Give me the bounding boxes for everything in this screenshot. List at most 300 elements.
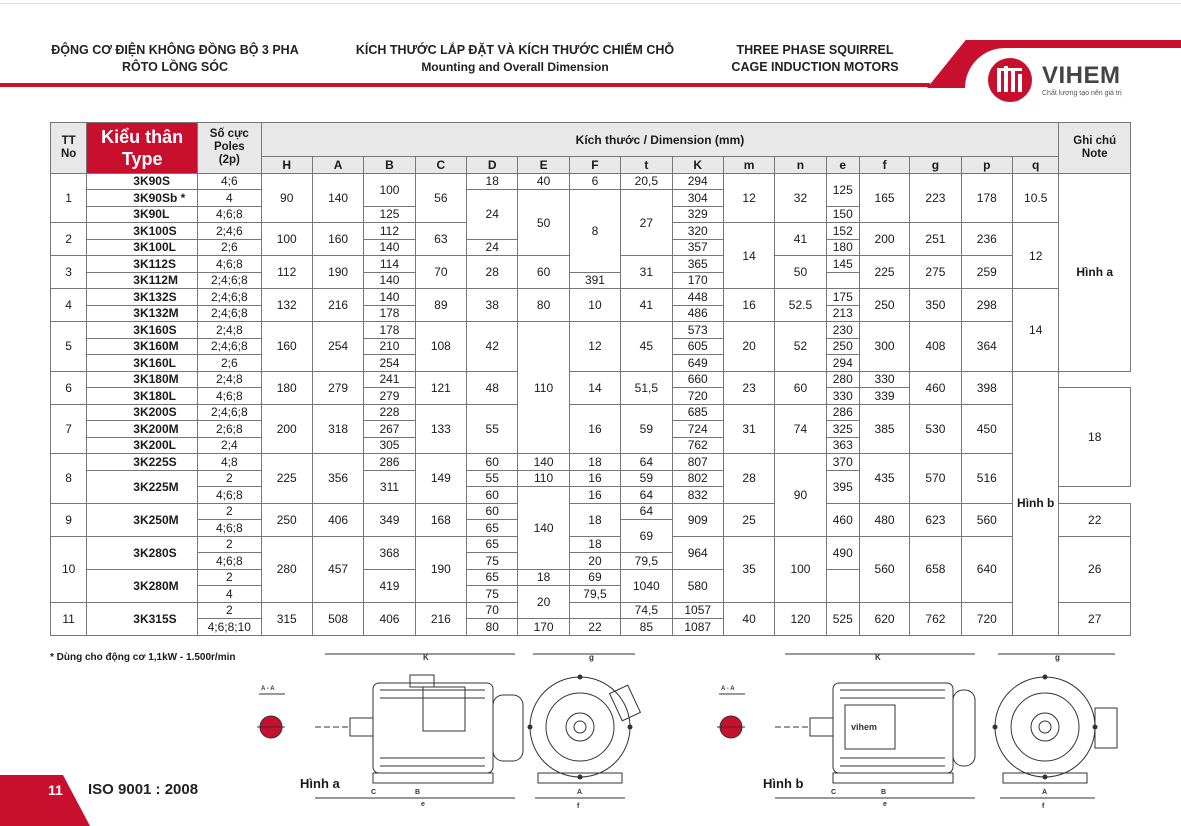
header-poles: Số cực Poles (2p): [198, 123, 261, 174]
table-cell: 406: [312, 503, 363, 536]
table-cell: 448: [672, 289, 723, 306]
table-cell: 329: [672, 206, 723, 223]
table-cell: 490: [826, 536, 859, 569]
table-cell: 4;8: [198, 454, 261, 471]
table-cell: 32: [775, 173, 826, 223]
table-cell: 560: [961, 503, 1012, 536]
note-hinh-b: Hình b: [1013, 371, 1059, 635]
table-cell: 4: [198, 586, 261, 603]
table-cell: 3K250M: [87, 503, 198, 536]
table-cell: 762: [672, 437, 723, 454]
table-cell: 300: [859, 322, 909, 372]
col-F: F: [569, 157, 620, 174]
header-no: TT No: [51, 123, 87, 174]
table-cell: 330: [826, 388, 859, 405]
table-cell: 315: [261, 602, 312, 635]
table-cell: 110: [518, 470, 569, 487]
table-cell: 12: [569, 322, 620, 372]
table-cell: 385: [859, 404, 909, 454]
table-cell: 4;6;8: [198, 206, 261, 223]
col-B: B: [364, 157, 415, 174]
table-cell: 69: [621, 520, 672, 553]
table-cell: 24: [467, 190, 518, 240]
table-cell: 391: [569, 272, 620, 289]
table-cell: 11: [51, 602, 87, 635]
table-cell: 27: [621, 190, 672, 256]
table-cell: 80: [518, 289, 569, 322]
table-cell: 3K160S: [87, 322, 198, 339]
table-row: [51, 289, 1131, 306]
table-row: [51, 371, 1131, 388]
table-cell: 75: [467, 586, 518, 603]
table-cell: 807: [672, 454, 723, 471]
table-cell: 3K90L: [87, 206, 198, 223]
table-cell: 2: [198, 536, 261, 553]
table-cell: 18: [518, 569, 569, 586]
table-cell: 2;4;6;8: [198, 305, 261, 322]
table-cell: 1087: [672, 619, 723, 636]
table-cell: 2;6;8: [198, 421, 261, 438]
table-cell: 16: [723, 289, 774, 322]
table-cell: 9: [51, 503, 87, 536]
table-cell: 48: [467, 371, 518, 404]
table-cell: 63: [415, 223, 466, 256]
table-cell: 12: [723, 173, 774, 223]
table-cell: 200: [859, 223, 909, 256]
header-note: Ghi chú Note: [1059, 123, 1131, 174]
table-cell: 100: [775, 536, 826, 602]
table-cell: 14: [723, 223, 774, 289]
table-cell: 18: [467, 173, 518, 190]
table-cell: 178: [364, 305, 415, 322]
table-row: [51, 536, 1131, 553]
table-cell: 160: [312, 223, 363, 256]
col-K: K: [672, 157, 723, 174]
table-cell: 4;6;8: [198, 553, 261, 570]
header-center: [345, 42, 685, 76]
table-cell: 16: [569, 470, 620, 487]
table-cell: 318: [312, 404, 363, 454]
table-cell: 12: [1013, 223, 1059, 289]
header-center-line1: KÍCH THƯỚC LẮP ĐẶT VÀ KÍCH THƯỚC CHIẾM CHỖ: [355, 43, 675, 57]
table-row: [51, 503, 1131, 520]
dim-label-A-b: A: [1042, 789, 1048, 796]
table-cell: 2;6: [198, 355, 261, 372]
table-cell: 80: [467, 619, 518, 636]
table-cell: 3K225S: [87, 454, 198, 471]
table-cell: 225: [859, 256, 909, 289]
table-cell: 165: [859, 173, 909, 223]
table-cell: 279: [364, 388, 415, 405]
table-cell: 140: [364, 289, 415, 306]
table-cell: 457: [312, 536, 363, 602]
table-cell: 339: [859, 388, 909, 405]
table-cell: 52.5: [775, 289, 826, 322]
table-cell: 10: [51, 536, 87, 602]
table-cell: 408: [910, 322, 961, 372]
table-cell: 802: [672, 470, 723, 487]
header-red-line: [0, 83, 930, 87]
table-cell: 395: [826, 470, 859, 503]
table-cell: 3K112M: [87, 272, 198, 289]
table-cell: 236: [961, 223, 1012, 256]
table-cell: 114: [364, 256, 415, 273]
table-cell: 28: [467, 256, 518, 289]
table-cell: 74: [775, 404, 826, 454]
top-rule: [0, 3, 1181, 4]
table-cell: 1040: [621, 569, 672, 602]
figure-label-a: Hình a: [300, 776, 340, 791]
table-cell: 10.5: [1013, 173, 1059, 223]
dim-label-K-b: K: [875, 653, 881, 662]
table-cell: 3K200M: [87, 421, 198, 438]
table-cell: 3K112S: [87, 256, 198, 273]
dim-label-f-b: f: [1042, 803, 1045, 810]
dim-label-e: e: [421, 801, 425, 808]
table-cell: 286: [364, 454, 415, 471]
table-cell: 140: [364, 272, 415, 289]
col-E: E: [518, 157, 569, 174]
table-cell: 2;4: [198, 437, 261, 454]
table-cell: 25: [723, 503, 774, 536]
table-cell: 7: [51, 404, 87, 454]
dimension-table: [50, 122, 1131, 636]
table-cell: [569, 602, 620, 619]
figure-label-b: Hình b: [763, 776, 804, 791]
table-row: [51, 454, 1131, 471]
table-cell: 3K225M: [87, 470, 198, 503]
table-cell: 56: [415, 173, 466, 223]
table-cell: 180: [826, 239, 859, 256]
table-cell: 311: [364, 470, 415, 503]
table-cell: 70: [467, 602, 518, 619]
table-cell: 2;4;6: [198, 223, 261, 240]
table-cell: 20,5: [621, 173, 672, 190]
col-t: t: [621, 157, 672, 174]
table-cell: 10: [569, 289, 620, 322]
table-cell: 254: [312, 322, 363, 372]
note-hinh-a: Hình a: [1059, 173, 1131, 371]
table-cell: 40: [723, 602, 774, 635]
table-cell: 79,5: [621, 553, 672, 570]
dim-label-B-b: B: [881, 789, 887, 796]
table-cell: 3K200S: [87, 404, 198, 421]
table-cell: 2;6: [198, 239, 261, 256]
table-cell: 368: [364, 536, 415, 569]
table-cell: 8: [569, 190, 620, 273]
table-cell: 3K180M: [87, 371, 198, 388]
table-cell: 3K180L: [87, 388, 198, 405]
col-n: n: [775, 157, 826, 174]
table-cell: 530: [910, 404, 961, 454]
table-cell: 18: [569, 454, 620, 471]
table-cell: 6: [569, 173, 620, 190]
table-cell: 14: [569, 371, 620, 404]
table-cell: 125: [364, 206, 415, 223]
table-row: [51, 404, 1131, 421]
table-cell: 605: [672, 338, 723, 355]
table-cell: 2;4;8: [198, 322, 261, 339]
table-cell: 20: [569, 553, 620, 570]
table-cell: 560: [859, 536, 909, 602]
table-cell: 5: [51, 322, 87, 372]
table-cell: 720: [961, 602, 1012, 635]
table-cell: 685: [672, 404, 723, 421]
table-cell: 41: [621, 289, 672, 322]
drawing-hinh-a: [255, 650, 665, 810]
dim-label-C-b: C: [831, 789, 837, 796]
table-cell: 450: [961, 404, 1012, 454]
table-cell: 225: [261, 454, 312, 504]
dim-label-g: g: [589, 653, 594, 662]
table-cell: 110: [518, 322, 569, 454]
table-cell: 2: [198, 569, 261, 586]
table-cell: 18: [1059, 388, 1131, 487]
table-cell: 20: [723, 322, 774, 372]
table-cell: 121: [415, 371, 466, 404]
table-cell: 250: [859, 289, 909, 322]
table-cell: 4;6;8: [198, 487, 261, 504]
table-cell: 213: [826, 305, 859, 322]
table-cell: 190: [415, 536, 466, 602]
table-cell: 3K132M: [87, 305, 198, 322]
table-cell: 112: [364, 223, 415, 240]
table-cell: 27: [1059, 602, 1131, 635]
table-cell: 55: [467, 470, 518, 487]
table-cell: 100: [261, 223, 312, 256]
table-cell: 305: [364, 437, 415, 454]
table-cell: 90: [775, 454, 826, 537]
table-row: [51, 173, 1131, 190]
table-cell: 720: [672, 388, 723, 405]
table-cell: 65: [467, 520, 518, 537]
header-left: [40, 42, 310, 76]
table-cell: 286: [826, 404, 859, 421]
table-cell: 50: [775, 256, 826, 289]
dim-label-AA-b: A - A: [721, 686, 735, 692]
table-cell: 406: [364, 602, 415, 635]
table-cell: 3K200L: [87, 437, 198, 454]
table-cell: 280: [826, 371, 859, 388]
table-cell: 640: [961, 536, 1012, 602]
table-cell: 140: [312, 173, 363, 223]
table-cell: 52: [775, 322, 826, 372]
table-cell: 460: [910, 371, 961, 404]
col-f: f: [859, 157, 909, 174]
table-cell: 398: [961, 371, 1012, 404]
table-cell: 85: [621, 619, 672, 636]
table-cell: 170: [672, 272, 723, 289]
table-cell: 16: [569, 487, 620, 504]
table-cell: 2: [51, 223, 87, 256]
table-cell: 4: [51, 289, 87, 322]
table-cell: 365: [672, 256, 723, 273]
table-cell: 304: [672, 190, 723, 207]
table-cell: 120: [775, 602, 826, 635]
table-cell: 4: [198, 190, 261, 207]
iso-certification: ISO 9001 : 2008: [88, 781, 199, 798]
table-cell: 370: [826, 454, 859, 471]
dim-label-A: A: [577, 789, 583, 796]
header-left-line2: RÔTO LỒNG SÓC: [121, 60, 229, 74]
table-cell: 59: [621, 404, 672, 454]
table-cell: 79,5: [569, 586, 620, 603]
dim-label-B: B: [415, 789, 421, 796]
table-cell: 149: [415, 454, 466, 504]
table-cell: 108: [415, 322, 466, 372]
col-g: g: [910, 157, 961, 174]
table-cell: 178: [961, 173, 1012, 223]
table-cell: 160: [261, 322, 312, 372]
table-cell: 573: [672, 322, 723, 339]
drawing-hinh-b: [715, 650, 1135, 810]
col-m: m: [723, 157, 774, 174]
header-right-line1: THREE PHASE SQUIRREL: [736, 43, 894, 57]
table-cell: 132: [261, 289, 312, 322]
table-cell: 4;6;8: [198, 388, 261, 405]
header-center-line2: Mounting and Overall Dimension: [421, 60, 609, 74]
table-cell: 26: [1059, 536, 1131, 602]
header-left-line1: ĐỘNG CƠ ĐIỆN KHÔNG ĐỒNG BỘ 3 PHA: [51, 43, 299, 57]
table-cell: 580: [672, 569, 723, 602]
col-C: C: [415, 157, 466, 174]
table-cell: 2;4;6;8: [198, 338, 261, 355]
table-cell: 18: [569, 503, 620, 536]
table-cell: 267: [364, 421, 415, 438]
table-header-row: [51, 123, 1131, 157]
table-cell: 298: [961, 289, 1012, 322]
table-cell: 419: [364, 569, 415, 602]
header-dimension: Kích thước / Dimension (mm): [261, 123, 1059, 157]
table-cell: 250: [261, 503, 312, 536]
table-cell: 3K100L: [87, 239, 198, 256]
col-p: p: [961, 157, 1012, 174]
table-cell: 64: [621, 503, 672, 520]
table-cell: 16: [569, 404, 620, 454]
col-q: q: [1013, 157, 1059, 174]
page-number: 11: [48, 782, 63, 798]
table-cell: 35: [723, 536, 774, 602]
table-cell: 325: [826, 421, 859, 438]
table-cell: 964: [672, 536, 723, 569]
table-cell: 8: [51, 454, 87, 504]
table-cell: 59: [621, 470, 672, 487]
table-cell: 51,5: [621, 371, 672, 404]
table-cell: 152: [826, 223, 859, 240]
table-cell: 2: [198, 470, 261, 487]
table-cell: 570: [910, 454, 961, 504]
table-cell: 170: [518, 619, 569, 636]
table-cell: 60: [467, 487, 518, 504]
table-cell: 363: [826, 437, 859, 454]
table-cell: 140: [518, 454, 569, 471]
table-cell: 133: [415, 404, 466, 454]
table-cell: 38: [467, 289, 518, 322]
table-cell: 909: [672, 503, 723, 536]
header-type: Kiểu thân Type: [87, 123, 198, 174]
table-cell: 4;6;8: [198, 256, 261, 273]
table-cell: 4;6: [198, 173, 261, 190]
table-cell: 89: [415, 289, 466, 322]
table-cell: 364: [961, 322, 1012, 372]
table-cell: 2: [198, 602, 261, 619]
col-e: e: [826, 157, 859, 174]
table-cell: 112: [261, 256, 312, 289]
table-cell: 175: [826, 289, 859, 306]
table-row: [51, 322, 1131, 339]
table-cell: 50: [518, 190, 569, 256]
table-cell: 3K280S: [87, 536, 198, 569]
table-cell: 60: [467, 503, 518, 520]
table-cell: 4;6;8: [198, 520, 261, 537]
table-cell: 658: [910, 536, 961, 602]
table-cell: 762: [910, 602, 961, 635]
dim-label-AA: A - A: [261, 686, 275, 692]
footer-red-tab: [0, 775, 90, 826]
table-cell: 14: [1013, 289, 1059, 372]
table-cell: 2;4;6;8: [198, 289, 261, 306]
table-cell: 2;4;8: [198, 371, 261, 388]
table-cell: 294: [826, 355, 859, 372]
table-cell: 64: [621, 487, 672, 504]
table-cell: 486: [672, 305, 723, 322]
table-cell: 356: [312, 454, 363, 504]
table-cell: 251: [910, 223, 961, 256]
table-cell: 3: [51, 256, 87, 289]
table-cell: 210: [364, 338, 415, 355]
table-cell: 65: [467, 536, 518, 553]
table-cell: 60: [775, 371, 826, 404]
table-cell: 223: [910, 173, 961, 223]
table-cell: 42: [467, 322, 518, 372]
table-cell: 140: [518, 487, 569, 570]
table-cell: 55: [467, 404, 518, 454]
logo-tagline: Chất lượng tạo nên giá trị: [1042, 90, 1122, 97]
table-cell: 525: [826, 602, 859, 635]
table-cell: 3K160L: [87, 355, 198, 372]
table-cell: 320: [672, 223, 723, 240]
table-cell: 90: [261, 173, 312, 223]
table-cell: 3K160M: [87, 338, 198, 355]
dim-label-f: f: [577, 803, 580, 810]
table-cell: 75: [467, 553, 518, 570]
footnote: * Dùng cho động cơ 1,1kW - 1.500r/min: [50, 652, 236, 663]
table-cell: 250: [826, 338, 859, 355]
table-cell: 3K132S: [87, 289, 198, 306]
table-cell: 1: [51, 173, 87, 223]
table-cell: 508: [312, 602, 363, 635]
table-cell: 24: [467, 239, 518, 256]
table-cell: 22: [569, 619, 620, 636]
logo-name: VIHEM: [1042, 62, 1121, 89]
table-cell: 660: [672, 371, 723, 388]
table-cell: 28: [723, 454, 774, 504]
table-cell: 22: [1059, 503, 1131, 536]
table-cell: 70: [415, 256, 466, 289]
table-cell: 350: [910, 289, 961, 322]
dim-label-C: C: [371, 789, 377, 796]
dim-label-e-b: e: [883, 801, 887, 808]
dim-label-K: K: [423, 653, 429, 662]
table-cell: 6: [51, 371, 87, 404]
table-cell: 623: [910, 503, 961, 536]
header-right-line2: CAGE INDUCTION MOTORS: [731, 60, 899, 74]
motor-brand-label: vihem: [851, 722, 878, 732]
table-cell: 279: [312, 371, 363, 404]
table-cell: 259: [961, 256, 1012, 289]
table-cell: 40: [518, 173, 569, 190]
table-cell: 145: [826, 256, 859, 273]
